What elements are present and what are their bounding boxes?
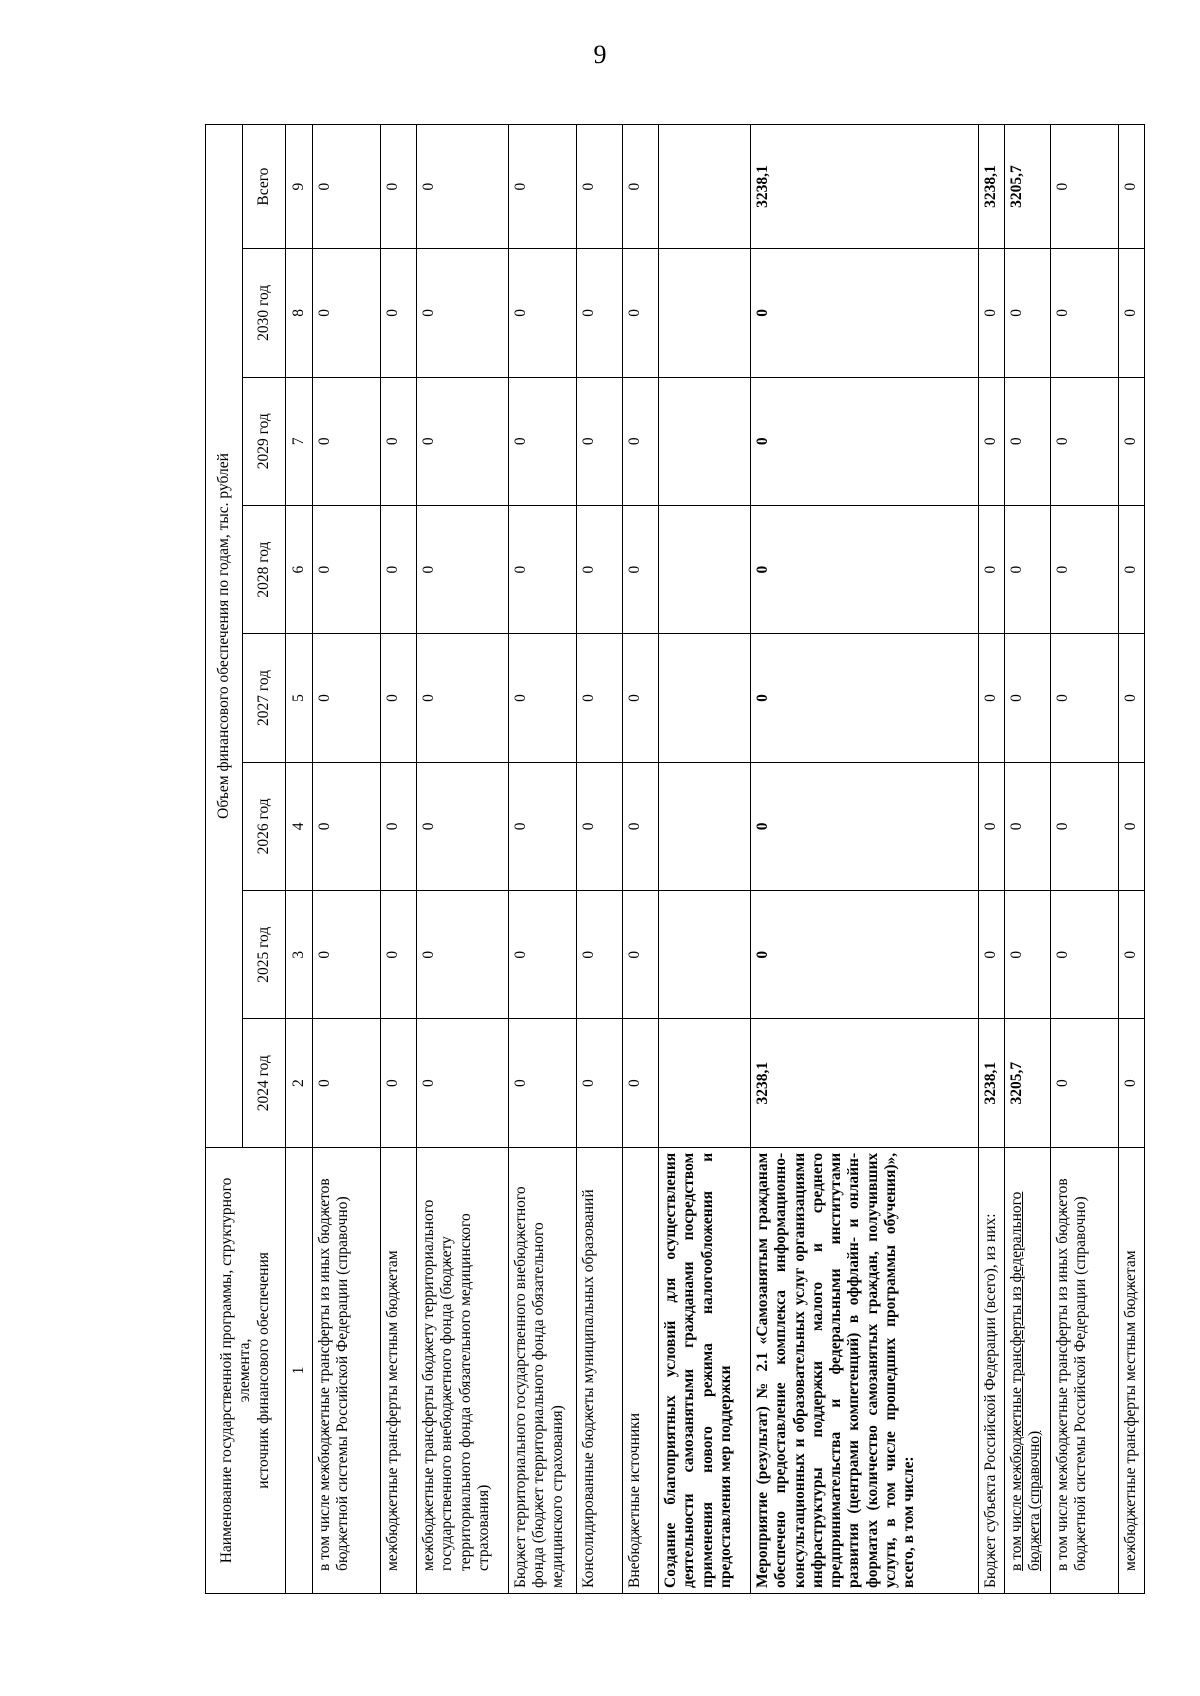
value-cell: 0 [1051,634,1119,762]
table-row [381,125,417,1594]
value-cell: 0 [417,505,509,633]
value-cell: 0 [623,762,659,890]
value-cell: 0 [417,249,509,377]
year-header: 2026 год [243,762,286,890]
table-row [623,125,659,1594]
total-cell: 0 [1051,125,1119,249]
value-cell: 0 [1005,249,1051,377]
value-cell: 0 [1119,377,1145,505]
value-cell: 0 [1119,505,1145,633]
value-cell: 0 [1119,249,1145,377]
year-header: 2028 год [243,505,286,633]
value-cell: 0 [381,505,417,633]
name-column-header-line2: источник финансового обеспечения [254,1252,272,1489]
year-header: 2025 год [243,891,286,1019]
value-cell: 0 [577,249,623,377]
row-label: Создание благоприятных условий для осуществления деятельности самозанятыми гражданами посредством применения нового режима налогообложения и предоставления мер поддержки [659,1147,751,1593]
value-cell: 0 [751,249,979,377]
row-label: в том числе межбюджетные трансферты из иных бюджетов бюджетной системы Российской Федерации (справочно) [1051,1147,1119,1593]
value-cell: 0 [623,377,659,505]
column-index: 4 [286,762,313,890]
value-cell: 0 [751,634,979,762]
year-header: 2029 год [243,377,286,505]
value-cell: 0 [751,762,979,890]
column-index: 2 [286,1019,313,1147]
value-cell: 0 [509,1019,577,1147]
value-cell: 0 [751,891,979,1019]
row-label: Внебюджетные источники [623,1147,659,1593]
value-cell: 0 [1051,891,1119,1019]
value-cell: 0 [381,1019,417,1147]
year-header: 2027 год [243,634,286,762]
value-cell: 0 [417,634,509,762]
value-cell: 0 [623,891,659,1019]
value-cell: 0 [313,1019,381,1147]
row-label: межбюджетные трансферты местным бюджетам [381,1147,417,1593]
row-label: Бюджет территориального государственного внебюджетного фонда (бюджет территориального фонда обязательного медицинского страхования) [509,1147,577,1593]
total-cell [659,125,751,249]
table-row [1119,125,1145,1594]
value-cell: 0 [577,634,623,762]
table-row [577,125,623,1594]
column-index: 7 [286,377,313,505]
value-cell: 0 [751,377,979,505]
total-cell: 0 [1119,125,1145,249]
value-cell: 0 [417,377,509,505]
column-index: 6 [286,505,313,633]
table-row [417,125,509,1594]
value-cell: 0 [1051,762,1119,890]
volume-header: Объем финансового обеспечения по годам, тыс. рублей [206,125,243,1148]
value-cell: 0 [577,762,623,890]
value-cell: 0 [623,634,659,762]
value-cell: 0 [313,634,381,762]
value-cell: 0 [1005,634,1051,762]
rotated-table-container [205,124,1160,1594]
value-cell: 0 [623,505,659,633]
total-cell: 3205,7 [1005,125,1051,249]
row-label: Консолидированные бюджеты муниципальных образований [577,1147,623,1593]
value-cell: 0 [1005,762,1051,890]
total-cell: 3238,1 [979,125,1005,249]
year-header: 2030 год [243,249,286,377]
value-cell: 0 [1051,505,1119,633]
row-label: в том числе межбюджетные трансферты из иных бюджетов бюджетной системы Российской Федерации (справочно) [313,1147,381,1593]
table-row [1051,125,1119,1594]
value-cell: 0 [417,891,509,1019]
value-cell: 0 [979,505,1005,633]
value-cell: 0 [979,249,1005,377]
value-cell: 0 [313,891,381,1019]
table-row [979,125,1005,1594]
value-cell: 0 [509,377,577,505]
value-cell: 0 [979,762,1005,890]
value-cell: 0 [1119,634,1145,762]
column-index: 5 [286,634,313,762]
value-cell: 0 [1051,249,1119,377]
value-cell: 0 [1119,891,1145,1019]
value-cell [659,505,751,633]
financing-table [205,124,1145,1594]
value-cell: 0 [381,891,417,1019]
value-cell: 0 [509,505,577,633]
value-cell: 0 [623,1019,659,1147]
column-index: 9 [286,125,313,249]
value-cell: 0 [1005,505,1051,633]
value-cell: 0 [1005,891,1051,1019]
total-cell: 0 [577,125,623,249]
value-cell: 0 [509,891,577,1019]
value-cell: 0 [509,762,577,890]
value-cell: 0 [509,634,577,762]
value-cell: 0 [1119,1019,1145,1147]
column-index: 1 [286,1147,313,1593]
value-cell: 0 [381,634,417,762]
value-cell [659,762,751,890]
value-cell [659,249,751,377]
value-cell: 0 [577,377,623,505]
value-cell: 0 [979,891,1005,1019]
total-cell: 0 [381,125,417,249]
value-cell: 0 [1005,377,1051,505]
column-index: 3 [286,891,313,1019]
row-label: межбюджетные трансферты местным бюджетам [1119,1147,1145,1593]
value-cell: 0 [381,377,417,505]
value-cell: 0 [509,249,577,377]
value-cell: 0 [751,505,979,633]
table-row [313,125,381,1594]
total-header: Всего [243,125,286,249]
table-row [509,125,577,1594]
value-cell: 0 [577,505,623,633]
value-cell [659,634,751,762]
total-cell: 0 [313,125,381,249]
value-cell [659,1019,751,1147]
row-label: Бюджет субъекта Российской Федерации (всего), из них: [979,1147,1005,1593]
row-label: межбюджетные трансферты бюджету территориального государственного внебюджетного фонда (бюджету территориального фонда обязательного медицинского страхования) [417,1147,509,1593]
value-cell: 0 [577,891,623,1019]
total-cell: 0 [623,125,659,249]
total-cell: 3238,1 [751,125,979,249]
value-cell: 0 [1051,377,1119,505]
table-row [1005,125,1051,1594]
page-number: 9 [593,40,607,69]
value-cell: 0 [623,249,659,377]
value-cell: 0 [1051,1019,1119,1147]
row-label: в том числе межбюджетные трансферты из федерального бюджета (справочно) [1005,1147,1051,1593]
table-row [751,125,979,1594]
name-column-header-line1: Наименование государственной программы, структурного элемента, [218,1177,254,1564]
year-header: 2024 год [243,1019,286,1147]
table-body [313,125,1145,1594]
value-cell: 0 [1119,762,1145,890]
value-cell: 3238,1 [979,1019,1005,1147]
value-cell: 0 [313,249,381,377]
value-cell: 0 [979,377,1005,505]
row-label: Мероприятие (результат) № 2.1 «Самозанятым гражданам обеспечено предоставление комплекса информационно-консультационных и образовательных услуг организациями инфраструктуры поддержки малого и среднего предпринимательства и федеральными институтами развития (центрами компетенций) в оффлайн- и онлайн-форматах (количество самозанятых граждан, получивших услуги, в том числе прошедших программы обучения)», всего, в том числе: [751,1147,979,1593]
value-cell [659,377,751,505]
value-cell: 0 [313,377,381,505]
value-cell: 0 [417,762,509,890]
value-cell: 0 [313,505,381,633]
table-row [659,125,751,1594]
name-column-header [206,1147,286,1593]
value-cell: 0 [979,634,1005,762]
value-cell: 3205,7 [1005,1019,1051,1147]
total-cell: 0 [509,125,577,249]
value-cell: 3238,1 [751,1019,979,1147]
column-index: 8 [286,249,313,377]
value-cell: 0 [313,762,381,890]
total-cell: 0 [417,125,509,249]
value-cell [659,891,751,1019]
value-cell: 0 [417,1019,509,1147]
value-cell: 0 [381,249,417,377]
value-cell: 0 [381,762,417,890]
value-cell: 0 [577,1019,623,1147]
